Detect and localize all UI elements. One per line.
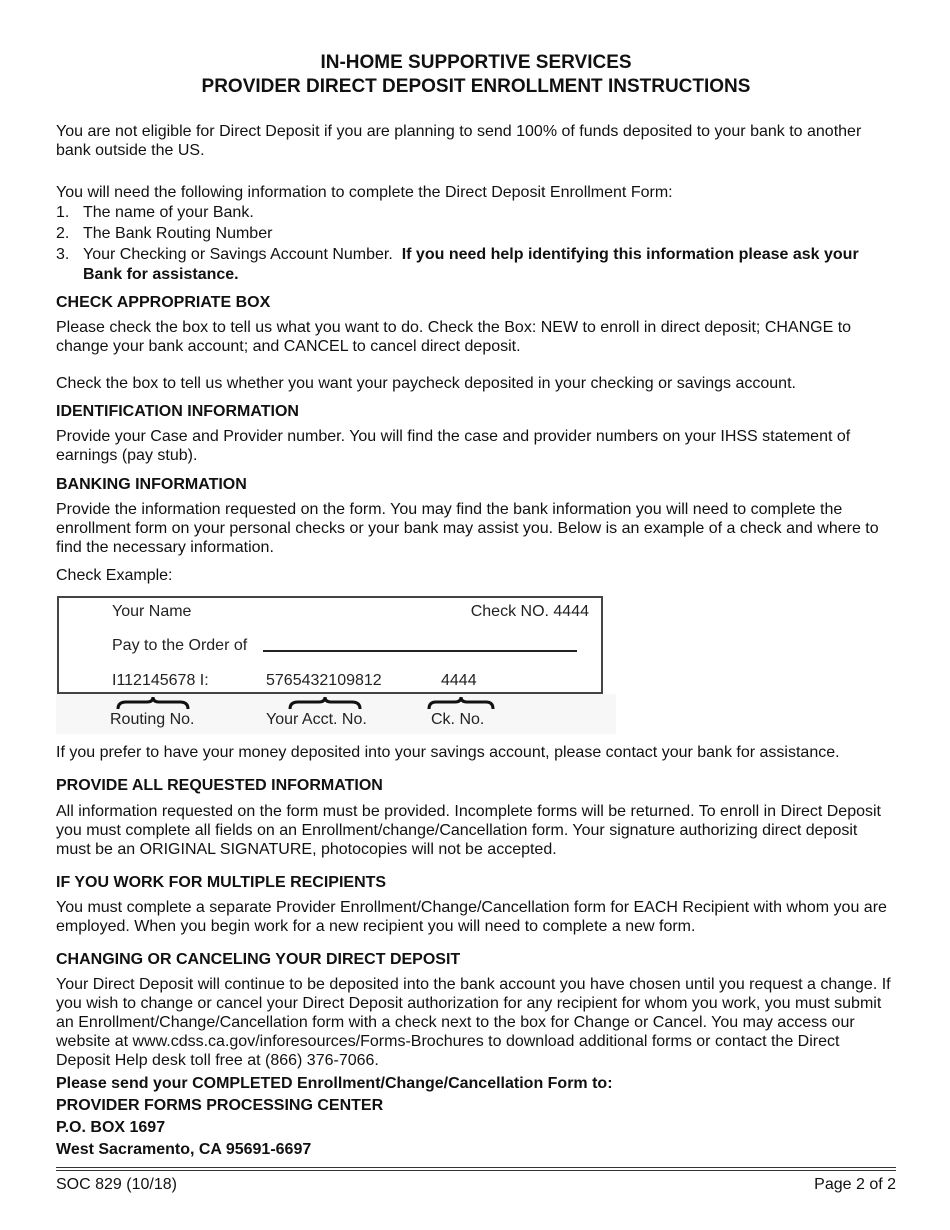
check-your-name: Your Name xyxy=(112,603,192,620)
title-line-2: PROVIDER DIRECT DEPOSIT ENROLLMENT INSTRUCTIONS xyxy=(201,76,751,97)
heading-check-box: CHECK APPROPRIATE BOX xyxy=(56,294,271,311)
heading-changing: CHANGING OR CANCELING YOUR DIRECT DEPOSIT xyxy=(56,951,461,968)
routing-label: Routing No. xyxy=(110,711,195,728)
check-routing-value: I112145678 I: xyxy=(112,672,209,689)
need-info-paragraph: You will need the following information to complete the Direct Deposit Enrollment Form: xyxy=(56,184,673,201)
account-label: Your Acct. No. xyxy=(266,711,367,728)
routing-brace-icon xyxy=(116,696,190,710)
check-example-figure xyxy=(57,596,603,694)
ck-label: Ck. No. xyxy=(431,711,485,728)
mailing-intro: Please send your COMPLETED Enrollment/Change/Cancellation Form to: xyxy=(56,1075,613,1092)
title-line-1: IN-HOME SUPPORTIVE SERVICES xyxy=(320,52,632,73)
footer-rule-bottom xyxy=(56,1170,896,1171)
changing-paragraph: Your Direct Deposit will continue to be deposited into the bank account you have chosen until you request a change. If you wish to change or cancel your Direct Deposit authorization for any recipient for whom you work, you must submit an Enrollment/Change/Cancellation form with a check next to the box for Change or Cancel. You may access our website at www.cdss.ca.gov/inforesources/Forms-Brochures to download additional forms or contact the Direct Deposit Help desk toll free at (866) 376-7066. xyxy=(56,976,891,1069)
check-number-value: 4444 xyxy=(441,672,477,689)
footer-rule-top xyxy=(56,1167,896,1168)
check-account-value: 5765432109812 xyxy=(266,672,382,689)
check-legend xyxy=(56,694,616,734)
check-example-label: Check Example: xyxy=(56,567,173,584)
mailing-line-2: P.O. BOX 1697 xyxy=(56,1119,166,1136)
banking-paragraph: Provide the information requested on the form. You may find the bank information you will need to complete the enrollment form on your personal checks or your bank may assist you. Below is an example of a check and where to find the necessary information. xyxy=(56,501,879,556)
check-box-paragraph-2: Check the box to tell us whether you want your paycheck deposited in your checking or savings account. xyxy=(56,375,796,392)
heading-multiple-recipients: IF YOU WORK FOR MULTIPLE RECIPIENTS xyxy=(56,874,387,891)
savings-note: If you prefer to have your money deposited into your savings account, please contact your bank for assistance. xyxy=(56,744,840,761)
provide-all-paragraph: All information requested on the form must be provided. Incomplete forms will be returned. To enroll in Direct Deposit you must complete all fields on an Enrollment/change/Cancellation form. Your signature authorizing direct deposit must be an ORIGINAL SIGNATURE, photocopies will not be accepted. xyxy=(56,803,881,858)
heading-provide-all: PROVIDE ALL REQUESTED INFORMATION xyxy=(56,777,383,794)
form-id: SOC 829 (10/18) xyxy=(56,1176,177,1193)
heading-identification: IDENTIFICATION INFORMATION xyxy=(56,403,299,420)
eligibility-paragraph: You are not eligible for Direct Deposit if you are planning to send 100% of funds deposited to your bank to another bank outside the US. xyxy=(56,123,862,159)
account-brace-icon xyxy=(288,696,362,710)
check-pay-to: Pay to the Order of xyxy=(112,637,248,654)
bold-assistance-note: If you need help identifying this information please ask your Bank for assistance. xyxy=(83,246,859,283)
payee-line xyxy=(263,650,577,652)
page-number: Page 2 of 2 xyxy=(814,1176,896,1193)
check-box-paragraph-1: Please check the box to tell us what you want to do. Check the Box: NEW to enroll in direct deposit; CHANGE to change your bank account; and CANCEL to cancel direct deposit. xyxy=(56,319,852,355)
ck-brace-icon xyxy=(427,696,495,710)
mailing-line-1: PROVIDER FORMS PROCESSING CENTER xyxy=(56,1097,384,1114)
mailing-line-3: West Sacramento, CA 95691-6697 xyxy=(56,1141,312,1158)
identification-paragraph: Provide your Case and Provider number. You will find the case and provider numbers on your IHSS statement of earnings (pay stub). xyxy=(56,428,851,464)
check-number: Check NO. 4444 xyxy=(470,603,589,620)
multiple-recipients-paragraph: You must complete a separate Provider Enrollment/Change/Cancellation form for EACH Recipient with whom you are employed. When you begin work for a new recipient you will need to complete a new form. xyxy=(56,899,887,935)
heading-banking: BANKING INFORMATION xyxy=(56,476,247,493)
